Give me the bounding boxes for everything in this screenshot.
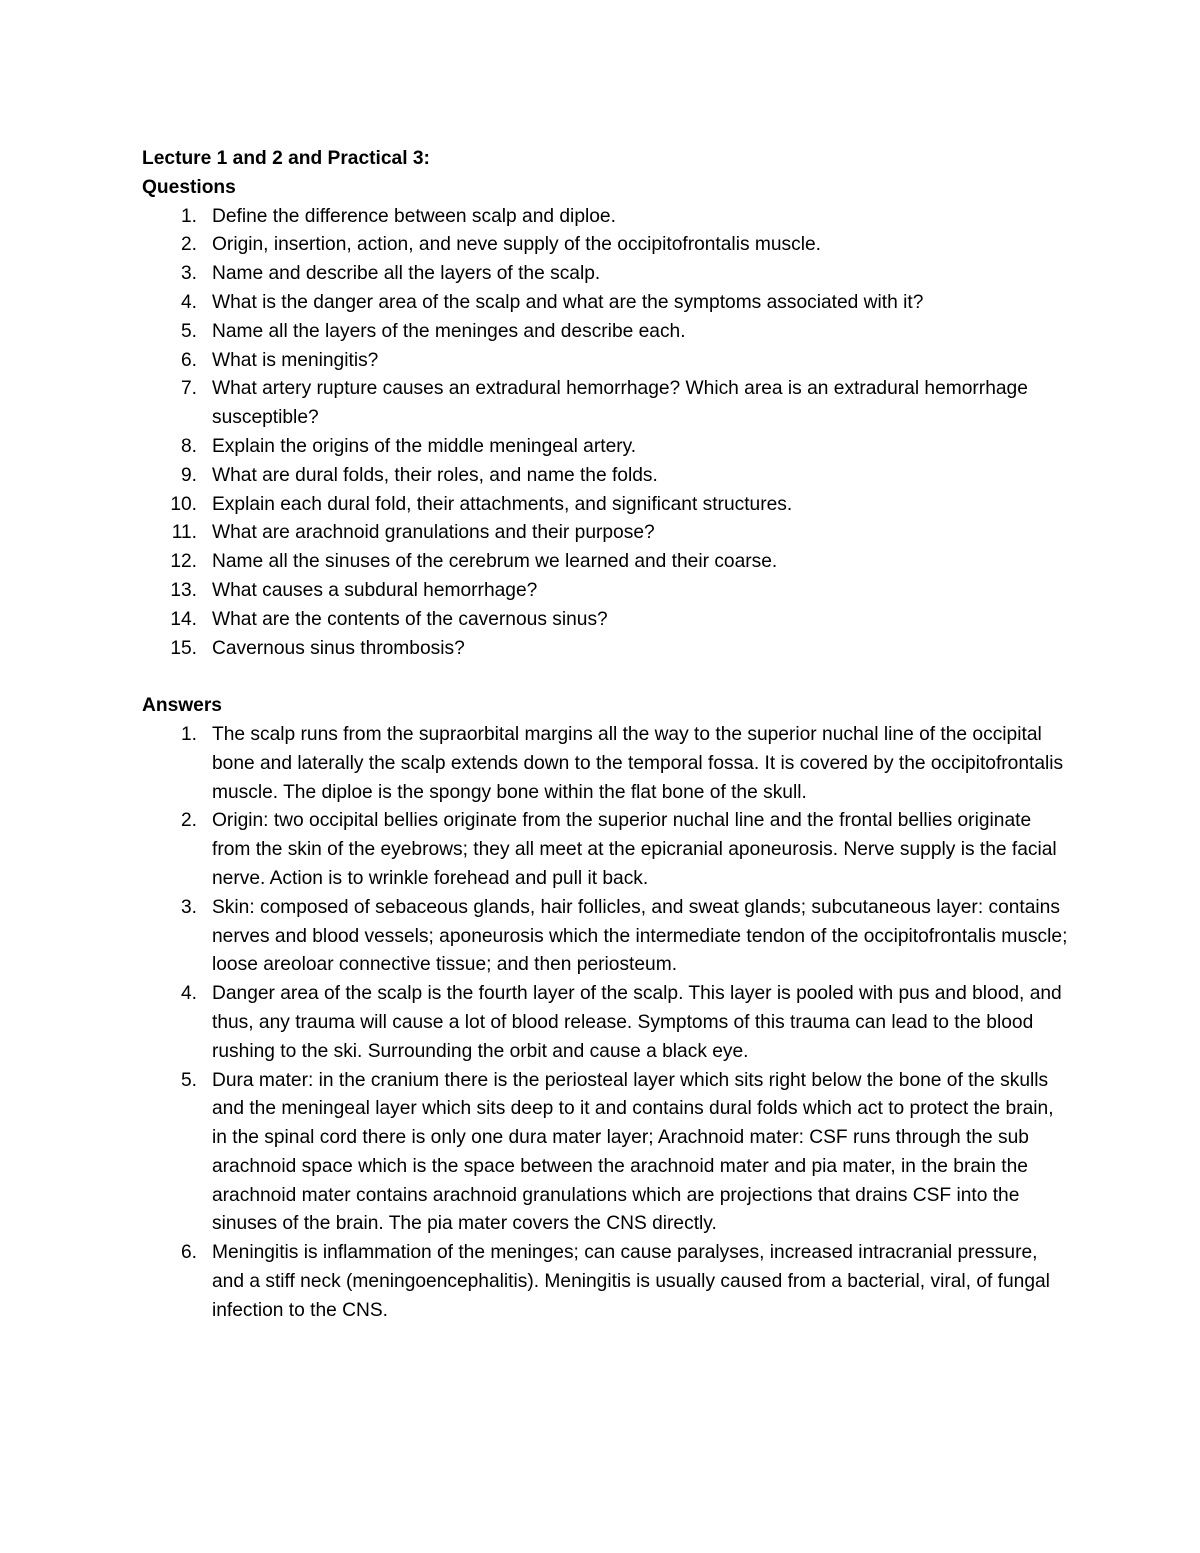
question-item-text: What is the danger area of the scalp and what are the symptoms associated with it? — [212, 291, 924, 313]
question-item — [142, 462, 1072, 491]
question-item-text: What is meningitis? — [212, 349, 379, 371]
answer-item-number: 6. — [180, 1242, 197, 1264]
question-item — [142, 203, 1072, 232]
question-item-text: What artery rupture causes an extradural hemorrhage? Which area is an extradural hemorrhage susceptible? — [212, 378, 1028, 429]
question-item-number: 1. — [180, 205, 197, 227]
document-page — [142, 145, 1072, 1326]
answer-item-text: Dura mater: in the cranium there is the periosteal layer which sits right below the bone of the skulls and the meningeal layer which sits deep to it and contains dural folds which act to protect the brain, in the spinal cord there is only one dura mater layer; Arachnoid mater: CSF runs through the sub arachnoid space which is the space between the arachnoid mater and pia mater, in the brain the arachnoid mater contains arachnoid granulations which are projections that drains CSF into the sinuses of the brain. The pia mater covers the CNS directly. — [212, 1069, 1054, 1235]
question-item-number: 5. — [180, 320, 197, 342]
answer-item — [142, 721, 1072, 807]
question-item-number: 14. — [170, 608, 197, 630]
question-item-text: Origin, insertion, action, and neve supply of the occipitofrontalis muscle. — [212, 234, 821, 256]
question-item — [142, 548, 1072, 577]
answer-item-text: Danger area of the scalp is the fourth layer of the scalp. This layer is pooled with pus and blood, and thus, any trauma will cause a lot of blood release. Symptoms of this trauma can lead to the blood rushing to the ski. Surrounding the orbit and cause a black eye. — [212, 983, 1062, 1062]
question-item-text: What causes a subdural hemorrhage? — [212, 579, 538, 601]
question-item-text: Explain the origins of the middle meningeal artery. — [212, 435, 637, 457]
question-item-text: Cavernous sinus thrombosis? — [212, 637, 465, 659]
question-item-number: 10. — [170, 493, 197, 515]
question-item-number: 7. — [180, 378, 197, 400]
answer-item — [142, 980, 1072, 1066]
question-item — [142, 433, 1072, 462]
answer-item-number: 4. — [180, 983, 197, 1005]
answer-item — [142, 1067, 1072, 1240]
question-item-number: 8. — [180, 435, 197, 457]
question-item — [142, 318, 1072, 347]
answer-item-number: 5. — [180, 1069, 197, 1091]
answers-list — [142, 721, 1072, 1326]
question-item-text: Name and describe all the layers of the scalp. — [212, 263, 601, 285]
question-item-number: 9. — [180, 464, 197, 486]
question-item-number: 15. — [170, 637, 197, 659]
question-item — [142, 519, 1072, 548]
question-item — [142, 231, 1072, 260]
question-item-text: Define the difference between scalp and diploe. — [212, 205, 616, 227]
answer-item — [142, 894, 1072, 980]
question-item — [142, 289, 1072, 318]
question-item — [142, 375, 1072, 433]
answer-item-text: The scalp runs from the supraorbital margins all the way to the superior nuchal line of the occipital bone and laterally the scalp extends down to the temporal fossa. It is covered by the occipitofrontalis muscle. The diploe is the spongy bone within the flat bone of the skull. — [212, 723, 1064, 803]
answer-item-text: Meningitis is inflammation of the meninges; can cause paralyses, increased intracranial pressure, and a stiff neck (meningoencephalitis). Meningitis is usually caused from a bacterial, viral, of fungal infection to the CNS. — [212, 1242, 1050, 1321]
question-item-text: Explain each dural fold, their attachments, and significant structures. — [212, 493, 793, 515]
question-item-text: What are the contents of the cavernous sinus? — [212, 608, 608, 630]
answers-heading: Answers — [142, 695, 222, 717]
answer-item-number: 1. — [180, 723, 197, 745]
question-item-number: 6. — [180, 349, 197, 371]
question-item-number: 2. — [180, 234, 197, 256]
question-item-text: What are arachnoid granulations and their purpose? — [212, 522, 655, 544]
question-item-number: 13. — [170, 579, 197, 601]
questions-list — [142, 203, 1072, 664]
section-spacer — [142, 663, 1072, 692]
answer-item — [142, 807, 1072, 893]
answer-item — [142, 1239, 1072, 1325]
question-item-text: Name all the layers of the meninges and describe each. — [212, 320, 686, 342]
question-item-number: 3. — [180, 263, 197, 285]
question-item — [142, 577, 1072, 606]
question-item-number: 4. — [180, 291, 197, 313]
answer-item-number: 3. — [180, 896, 197, 918]
document-title: Lecture 1 and 2 and Practical 3: — [142, 148, 430, 169]
question-item — [142, 491, 1072, 520]
answer-item-number: 2. — [180, 810, 197, 832]
question-item-number: 11. — [171, 522, 197, 544]
question-item — [142, 347, 1072, 376]
question-item — [142, 260, 1072, 289]
question-item-text: What are dural folds, their roles, and name the folds. — [212, 464, 658, 486]
question-item — [142, 606, 1072, 635]
question-item — [142, 635, 1072, 664]
questions-heading: Questions — [142, 176, 236, 198]
answer-item-text: Skin: composed of sebaceous glands, hair follicles, and sweat glands; subcutaneous layer: contains nerves and blood vessels; aponeurosis which the intermediate tendon of the occipitofrontalis muscle; loose areoloar connective tissue; and then periosteum. — [212, 896, 1068, 976]
question-item-number: 12. — [170, 551, 197, 573]
question-item-text: Name all the sinuses of the cerebrum we learned and their coarse. — [212, 551, 778, 573]
answer-item-text: Origin: two occipital bellies originate from the superior nuchal line and the frontal bellies originate from the skin of the eyebrows; they all meet at the epicranial aponeurosis. Nerve supply is the facial nerve. Action is to wrinkle forehead and pull it back. — [212, 810, 1057, 889]
